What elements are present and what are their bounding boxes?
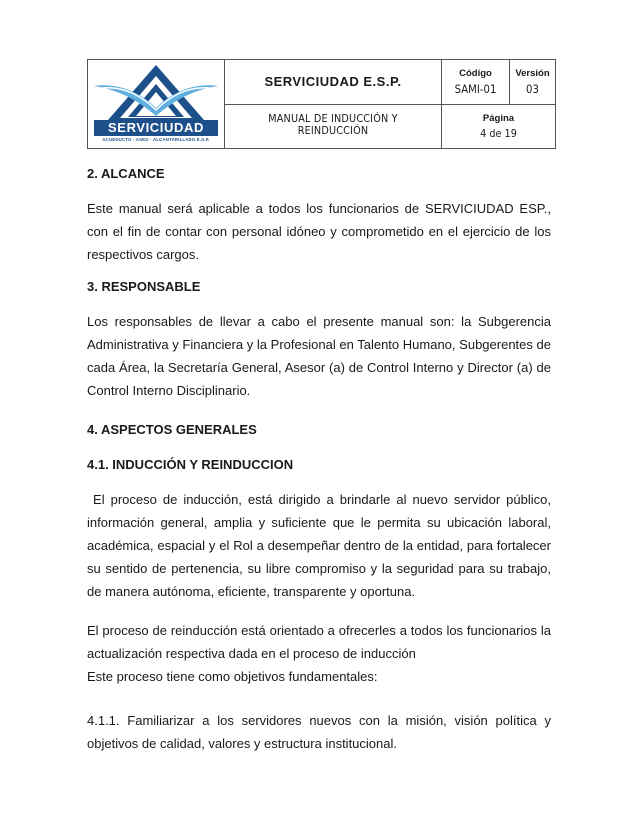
- responsable-body: [87, 310, 551, 402]
- section-heading: 4. ASPECTOS GENERALES: [87, 422, 257, 437]
- version-cell: [510, 60, 556, 105]
- section-aspectos: [87, 418, 551, 441]
- code-label: Código: [459, 67, 492, 79]
- paragraph: Este manual será aplicable a todos los funcionarios de SERVICIUDAD ESP., con el fin de contar con personal idóneo y comprometido en el ejercicio de los respectivos cargos.: [87, 201, 551, 262]
- paragraph: El proceso de reinducción está orientado a ofrecerles a todos los funcionarios la actualización respectiva dada en el proceso de inducción: [87, 623, 551, 661]
- alcance-body: [87, 197, 551, 266]
- code-cell: [442, 60, 510, 105]
- list-item: 4.1.1. Familiarizar a los servidores nuevos con la misión, visión política y objetivos de calidad, valores y estructura institucional.: [87, 713, 551, 751]
- page-label: Página: [482, 112, 515, 124]
- page-number: 4 de 19: [480, 126, 517, 140]
- page-cell: [442, 104, 556, 149]
- section-heading: 2. ALCANCE: [87, 166, 165, 181]
- version-value: 03: [526, 81, 539, 96]
- logo-tagline: ACUEDUCTO · ASEO · ALCANTARILLADO E.S.P.: [102, 137, 210, 142]
- code-value: SAMI-01: [454, 81, 497, 96]
- company-name: SERVICIUDAD E.S.P.: [264, 73, 402, 89]
- version-label: Versión: [515, 67, 550, 79]
- company-logo: [88, 60, 224, 148]
- induccion-body: [87, 488, 555, 603]
- paragraph: El proceso de inducción, está dirigido a brindarle al nuevo servidor público, información general, amplia y suficiente que le permita su ubicación laboral, académica, espacial y el Rol a desempeñar dentro de la entidad, para fortalecer su sentido de pertenencia, su libre compromiso y la seguridad para su trabajo, de manera autónoma, eficiente, transparente y oportuna.: [87, 492, 555, 599]
- subsection-heading: 4.1. INDUCCIÓN Y REINDUCCION: [87, 457, 294, 472]
- logo-wordmark: SERVICIUDAD: [94, 120, 218, 136]
- section-induccion: [87, 453, 551, 476]
- reinduccion-body: [87, 619, 551, 688]
- document-header: [87, 59, 551, 147]
- logo-triangle-icon: [92, 62, 220, 122]
- manual-title: MANUAL DE INDUCCIÓN Y REINDUCCIÓN: [268, 113, 398, 138]
- section-alcance: [87, 162, 551, 185]
- item-4-1-1: [87, 709, 551, 755]
- company-cell: [225, 60, 442, 105]
- manual-title-cell: [225, 104, 442, 149]
- paragraph: Este proceso tiene como objetivos fundamentales:: [87, 669, 378, 684]
- section-heading: 3. RESPONSABLE: [87, 279, 201, 294]
- header-table: [87, 59, 556, 149]
- section-responsable: [87, 275, 551, 298]
- paragraph: Los responsables de llevar a cabo el presente manual son: la Subgerencia Administrativa y Financiera y la Profesional en Talento Humano, Subgerentes de cada Área, la Secretaría General, Asesor (a) de Control Interno y Director (a) de Control Interno Disciplinario.: [87, 314, 551, 398]
- logo-cell: [88, 60, 225, 149]
